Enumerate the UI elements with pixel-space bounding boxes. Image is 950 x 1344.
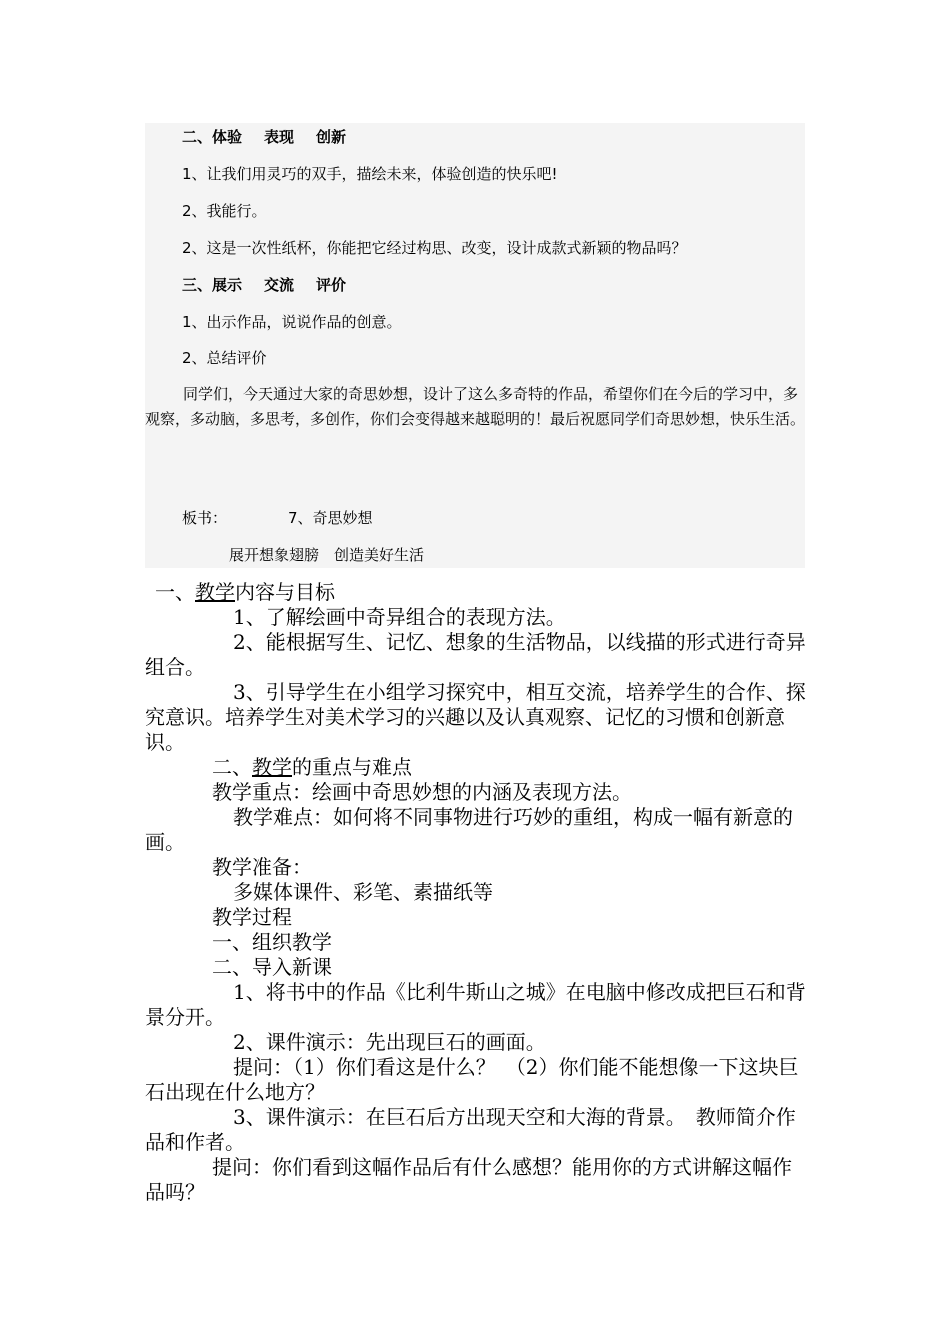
heading-rest: 内容与目标 [235,580,335,604]
heading-word: 体验 [212,128,243,146]
teaching-link[interactable]: 教学 [252,755,292,779]
summary-paragraph: 同学们，今天通过大家的奇思妙想，设计了这么多奇特的作品，希望你们在今后的学习中，多观察，多动脑，多思考，多创作，你们会变得越来越聪明的！最后祝愿同学们奇思妙想，快乐生活。 [145,385,806,428]
step-introduce: 二、导入新课 [212,955,332,979]
board-title: 7、奇思妙想 [288,509,373,527]
step-organize: 一、组织教学 [212,930,332,954]
goal-1: 1、了解绘画中奇异组合的表现方法。 [233,605,566,629]
heading-word: 评价 [316,276,347,294]
heading-word: 展示 [212,276,243,294]
list-item: 2、总结评价 [182,349,267,367]
section-heading-content [155,580,335,605]
process-item-3: 3、课件演示：在巨石后方出现天空和大海的背景。 教师简介作品和作者。 [145,1105,796,1154]
process-question-1: 提问：（1）你们看这是什么？ （2）你们能不能想像一下这块巨石出现在什么地方？ [145,1055,799,1104]
heading-word: 创新 [316,128,347,146]
difficulty: 教学难点：如何将不同事物进行巧妙的重组，构成一幅有新意的画。 [145,805,793,854]
goal-3: 3、引导学生在小组学习探究中，相互交流，培养学生的合作、探究意识。培养学生对美术学习的兴趣以及认真观察、记忆的习惯和创新意识。 [145,680,806,754]
list-item: 1、出示作品，说说作品的创意。 [182,313,402,331]
heading-prefix: 二、 [182,128,213,146]
heading-prefix: 三、 [182,276,213,294]
heading-display [182,275,346,295]
prep-label: 教学准备： [212,855,312,879]
board-line: 展开想象翅膀 创造美好生活 [229,546,425,564]
process-heading: 教学过程 [212,905,292,929]
process-question-2: 提问：你们看到这幅作品后有什么感想？能用你的方式讲解这幅作品吗？ [145,1155,792,1204]
heading-rest: 的重点与难点 [292,755,412,779]
goal-2: 2、能根据写生、记忆、想象的生活物品，以线描的形式进行奇异组合。 [145,630,806,679]
process-item-1: 1、将书中的作品《比利牛斯山之城》在电脑中修改成把巨石和背景分开。 [145,980,806,1029]
process-item-2: 2、课件演示：先出现巨石的画面。 [233,1030,546,1054]
board-label: 板书： [182,509,228,527]
prep-items: 多媒体课件、彩笔、素描纸等 [233,880,493,904]
list-item: 2、我能行。 [182,202,267,220]
section-heading-key-points [212,755,412,780]
heading-experience [182,127,346,147]
heading-prefix: 二、 [212,755,252,779]
upper-page-section [145,123,805,568]
key-point: 教学重点：绘画中奇思妙想的内涵及表现方法。 [212,780,632,804]
heading-word: 交流 [264,276,295,294]
teaching-link[interactable]: 教学 [195,580,235,604]
heading-word: 表现 [264,128,295,146]
list-item: 1、让我们用灵巧的双手，描绘未来，体验创造的快乐吧! [182,165,558,183]
heading-prefix: 一、 [155,580,195,604]
list-item: 2、这是一次性纸杯，你能把它经过构思、改变，设计成款式新颖的物品吗？ [182,239,687,257]
